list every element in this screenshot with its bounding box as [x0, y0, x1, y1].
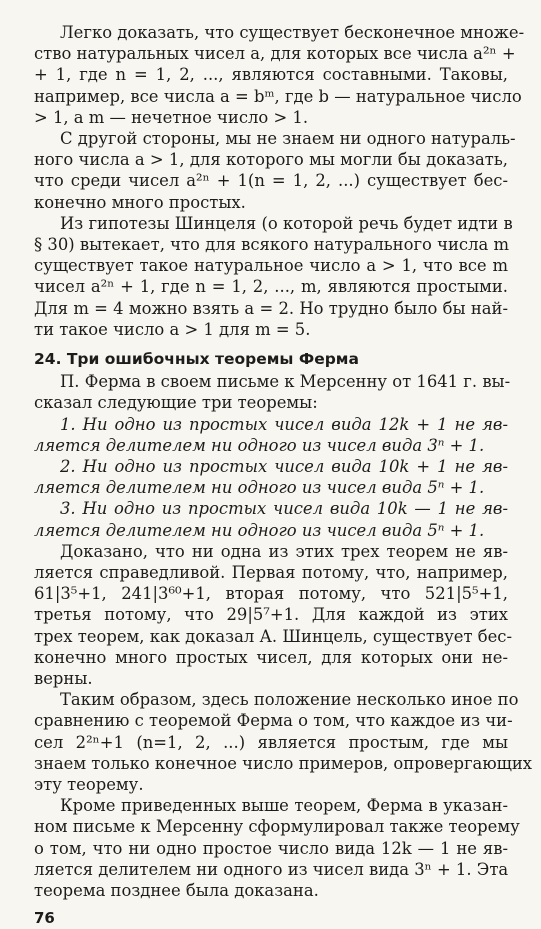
text-line: существует такое натуральное число a > 1, что все m [34, 256, 508, 276]
text-line: сел 2²ⁿ+1 (n=1, 2, ...) является простым, где мы [34, 732, 508, 752]
section-title: 24. Три ошибочных теоремы Ферма [34, 350, 359, 368]
text-line: о том, что ни одно простое число вида 12k — 1 не яв- [34, 838, 508, 858]
text-line: Из гипотезы Шинцеля (о которой речь будет идти в [60, 213, 513, 233]
text-line: ляется справедливой. Первая потому, что, например, [34, 563, 508, 582]
text-line: 61|3⁵+1, 241|3⁶⁰+1, вторая потому, что 521|5⁵+1, [34, 584, 508, 604]
text-line: + 1, где n = 1, 2, ..., являются составными. Таковы, [34, 65, 508, 85]
page-number: 76 [34, 909, 55, 928]
theorem-line: 3. Ни одно из простых чисел вида 10k — 1 не яв- [60, 499, 508, 519]
text-line: третья потому, что 29|5⁷+1. Для каждой из этих [34, 605, 508, 625]
text-line: ство натуральных чисел a, для которых все числа a²ⁿ + [34, 44, 516, 64]
text-line: С другой стороны, мы не знаем ни одного натураль- [60, 129, 516, 148]
text-line: П. Ферма в своем письме к Мерсенну от 1641 г. вы- [60, 372, 511, 392]
text-line: верны. [34, 669, 93, 688]
text-line: Таким образом, здесь положение несколько иное по [60, 690, 519, 710]
text-line: ного числа a > 1, для которого мы могли бы доказать, [34, 150, 508, 170]
theorem-line: 1. Ни одно из простых чисел вида 12k + 1 не яв- [60, 414, 508, 434]
text-line: Для m = 4 можно взять a = 2. Но трудно было бы най- [34, 298, 508, 318]
text-line: эту теорему. [34, 775, 144, 794]
text-line: теорема позднее была доказана. [34, 881, 319, 900]
text-line: > 1, а m — нечетное число > 1. [34, 107, 309, 127]
text-line: что среди чисел a²ⁿ + 1(n = 1, 2, ...) существует бес- [34, 171, 508, 191]
text-line: ляется делителем ни одного из чисел вида 3ⁿ + 1. Эта [34, 859, 509, 879]
text-line: чисел a²ⁿ + 1, где n = 1, 2, ..., m, являются простыми. [34, 277, 508, 297]
text-line: трех теорем, как доказал А. Шинцель, существует бес- [34, 626, 513, 646]
text-line: Легко доказать, что существует бесконечное множе- [60, 23, 525, 42]
text-line: сказал следующие три теоремы: [34, 393, 318, 413]
text-line: § 30) вытекает, что для всякого натурального числа m [34, 235, 510, 254]
theorem-line: ляется делителем ни одного из чисел вида 5ⁿ + 1. [34, 478, 485, 498]
text-line: знаем только конечное число примеров, опровергающих [34, 753, 533, 773]
text-line: Кроме приведенных выше теорем, Ферма в указан- [60, 796, 508, 816]
text-line: сравнению с теоремой Ферма о том, что каждое из чи- [34, 711, 513, 731]
theorem-line: ляется делителем ни одного из чисел вида 3ⁿ + 1. [34, 435, 485, 455]
text-line: например, все числа a = bᵐ, где b — натуральное число [34, 86, 522, 106]
theorem-line: 2. Ни одно из простых чисел вида 10k + 1 не яв- [60, 457, 508, 476]
text-line: Доказано, что ни одна из этих трех теорем не яв- [60, 541, 508, 561]
text-line: конечно много простых. [34, 192, 246, 212]
text-line: ти такое число a > 1 для m = 5. [34, 319, 311, 339]
text-line: конечно много простых чисел, для которых они не- [34, 647, 508, 667]
theorem-line: ляется делителем ни одного из чисел вида 5ⁿ + 1. [34, 520, 485, 540]
text-line: ном письме к Мерсенну сформулировал также теорему [34, 817, 520, 837]
